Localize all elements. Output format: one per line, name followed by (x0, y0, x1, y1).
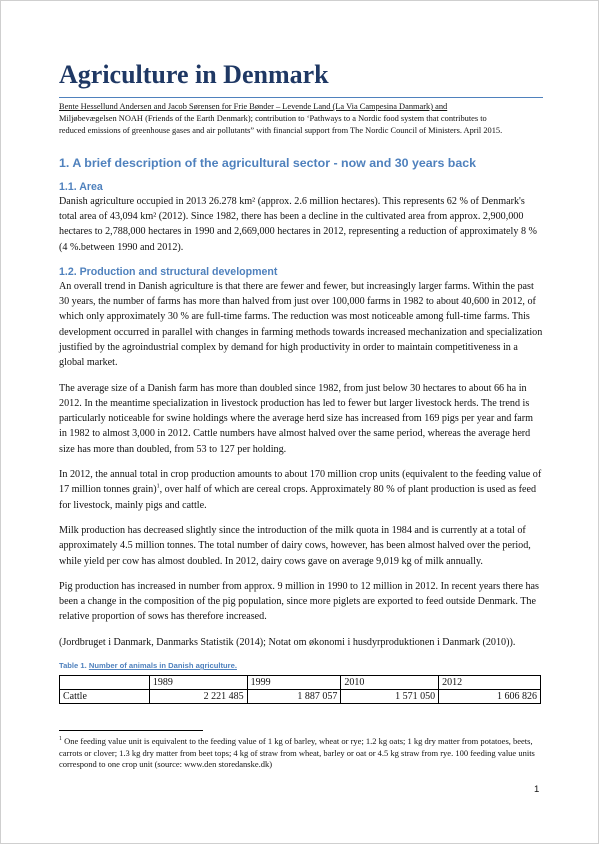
table-header-cell: 2012 (439, 676, 541, 690)
table-cell: 2 221 485 (149, 690, 247, 704)
author-credits (59, 101, 543, 138)
table-cell-label: Cattle (60, 690, 150, 704)
table-cell: 1 571 050 (341, 690, 439, 704)
pig-production-paragraph: Pig production has increased in number from approx. 9 million in 1990 to 12 million in 2012. In recent years there has been a change in the composition of the pig population, since more piglets are exported to feed outside Denmark. The relative proportion of sows has therefore increased. (59, 580, 539, 623)
author-line-2: Miljøbevægelsen NOAH (Friends of the Earth Denmark); contribution to ‘Pathways to a Nordic food system that contributes to (59, 114, 487, 124)
table-cell: 1 887 057 (247, 690, 341, 704)
table-header-row (60, 676, 541, 690)
page-content (59, 53, 543, 771)
crop-production-paragraph (59, 467, 543, 513)
author-line-1: Bente Hessellund Andersen and Jacob Sørensen for Frie Bønder – Levende Land (La Via Campesina Danmark) and (59, 102, 448, 111)
crop-text-part-2: , over half of which are cereal crops. Approximately 80 % of plant production is used as feed for livestock, mainly pigs and cattle. (59, 484, 537, 511)
footnote-text: One feeding value unit is equivalent to the feeding value of 1 kg of barley, wheat or rye; 1.2 kg oats; 1 kg dry matter from potatoes, beets, carrots or clover; 1.3 kg dry matter from beet tops; 4 kg of straw from wheat, barley or oat or 4.5 kg straw from rye. 100 feeding value units correspond to one crop unit (source: www.den storedanske.dk) (59, 736, 535, 770)
crop-text-part-1: In 2012, the annual total in crop production amounts to about 170 million crop units (equivalent to the feeding value of 17 million tonnes grain) (59, 469, 542, 496)
farm-size-paragraph: The average size of a Danish farm has more than doubled since 1982, from just below 30 hectares to about 66 ha in 2012. In the meantime specialization in livestock production has led to fewer but larger livestock herds. The trend is particularly noticeable for swine holdings where the average herd size has increased from 169 pigs per year and farm in 1982 to almost 3,000 in 2012. Cattle numbers have almost halved over the same period, whereas the average herd size has more than doubled, from 53 to 127 per holding. (59, 382, 533, 455)
footnote-reference[interactable]: 1 (156, 483, 160, 490)
table-cell: 1 606 826 (439, 690, 541, 704)
table-caption-text: Number of animals in Danish agriculture. (88, 661, 237, 671)
footnote-divider (59, 730, 203, 731)
table-caption-prefix: Table 1. (59, 661, 87, 671)
structure-paragraph: An overall trend in Danish agriculture is that there are fewer and fewer, but increasingly larger farms. Within the past 30 years, the number of farms has more than halved from just over 100,000 farms in 1982 to about 40,600 in 2012, of which only approximately 30 % are full-time farms. The reduction was most noticeable among full-time farms. This development occurred in parallel with changes in farming methods towards increased mechanization and specialization justified by the agroindustrial complex by demand for high productivity in order to maintain competitiveness in a global market. (59, 280, 543, 369)
table-header-cell: 1999 (247, 676, 341, 690)
table-header-cell: 2010 (341, 676, 439, 690)
milk-production-paragraph: Milk production has decreased slightly since the introduction of the milk quota in 1984 and is currently at a total of approximately 4.5 million tonnes. The total number of dairy cows, however, has been almost halved over the period, while yield per cow has almost doubled. In 2012, dairy cows gave on average 9,019 kg of milk annually. (59, 524, 531, 567)
page-number: 1 (534, 784, 540, 795)
sources-paragraph: (Jordbruget i Danmark, Danmarks Statistik (2014); Notat om økonomi i husdyrproduktionen i Danmark (2010)). (59, 636, 516, 648)
table-header-cell: 1989 (149, 676, 247, 690)
section-1-2-heading: 1.2. Production and structural development (59, 265, 278, 278)
document-title: Agriculture in Denmark (59, 53, 543, 98)
author-line-3: reduced emissions of greenhouse gases and air pollutants” with financial support from The Nordic Council of Ministers. April 2015. (59, 126, 503, 136)
section-1-heading: 1. A brief description of the agricultural sector - now and 30 years back (59, 155, 477, 170)
table-caption (59, 661, 543, 670)
table-header-cell (60, 676, 150, 690)
footnote-marker: 1 (59, 736, 62, 743)
area-paragraph: Danish agriculture occupied in 2013 26.278 km² (approx. 2.6 million hectares). This represents 62 % of Denmark's total area of 43,094 km² (2012). Since 1982, there has been a decline in the cultivated area from approx. 2,900,000 hectares to 2,788,000 hectares in 1990 and 2,669,000 hectares in 2012, representing a reduction of approximately 8 % (4 %.between 1990 and 2012). (59, 195, 537, 253)
section-1-1-heading: 1.1. Area (59, 180, 103, 193)
footnote (59, 736, 543, 771)
animals-table (59, 675, 541, 704)
table-row (60, 690, 541, 704)
